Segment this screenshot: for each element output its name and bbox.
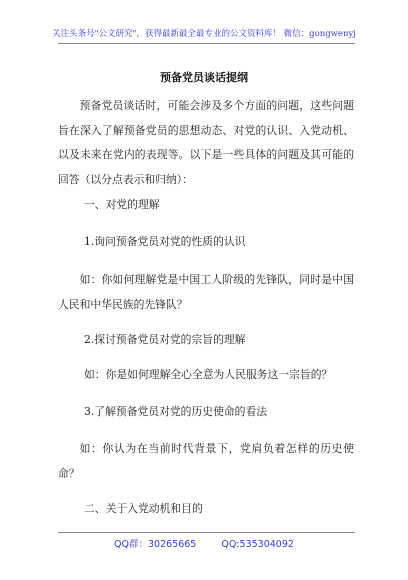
footer-contact (0, 536, 408, 550)
header-notice: 关注头条号"公文研究"，获得最新最全最专业的公文资料库！ 微信：gongwenyj (52, 29, 356, 39)
document-title: 预备党员谈话提纲 (160, 71, 248, 84)
question-1-example: 如：你如何理解党是中国工人阶级的先锋队，同时是中国人民和中华民族的先锋队？ (58, 273, 354, 311)
question-3: 3.了解预备党员对党的历史使命的看法 (84, 405, 268, 418)
question-2: 2.探讨预备党员对党的宗旨的理解 (84, 333, 246, 346)
question-2-example: 如：你是如何理解全心全意为人民服务这一宗旨的？ (84, 368, 333, 381)
section-heading-1: 一、对党的理解 (84, 198, 160, 211)
header-divider (58, 43, 355, 44)
section-heading-2: 二、关于入党动机和目的 (84, 502, 203, 515)
intro-paragraph: 预备党员谈话时，可能会涉及多个方面的问题，这些问题旨在深入了解预备党员的思想动态、对党的认识、入党动机、以及未来在党内的表现等。以下是一些具体的问题及其可能的回答（以分点表示和归纳）： (58, 99, 354, 186)
question-3-example: 如：你认为在当前时代背景下，党肩负着怎样的历史使命？ (58, 442, 354, 480)
footer-divider (58, 532, 355, 533)
footer-qq: QQ:535304092 (221, 539, 294, 550)
footer-qq-group: QQ群：30265665 (114, 539, 197, 550)
question-1: 1.询问预备党员对党的性质的认识 (84, 235, 246, 248)
